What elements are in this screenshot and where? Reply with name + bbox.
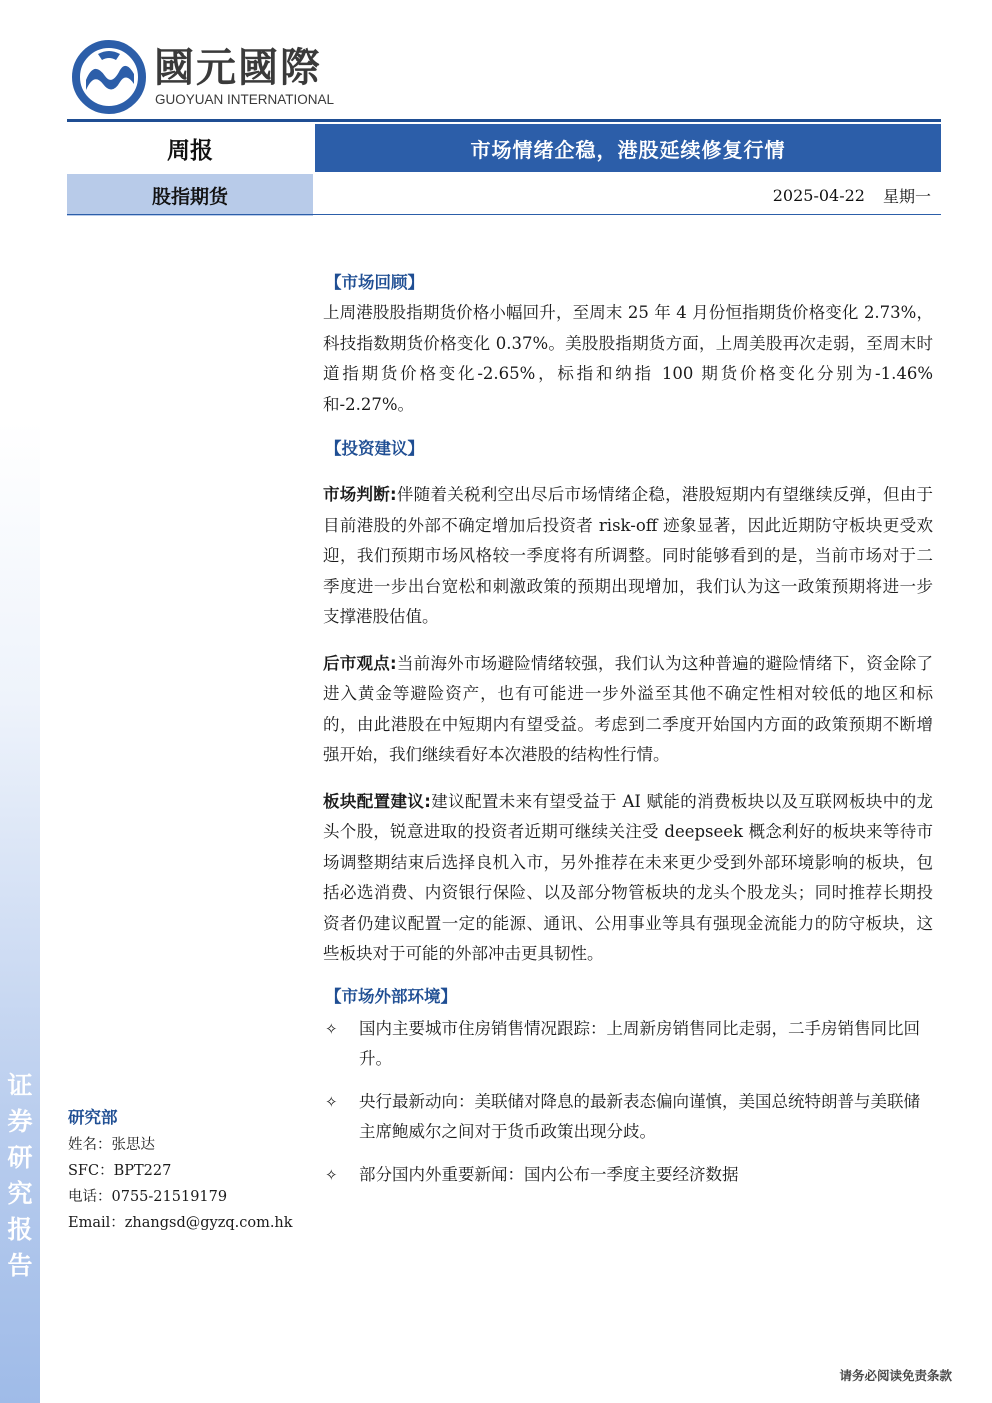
list-item (323, 1014, 933, 1075)
date-value: 2025-04-22 (772, 185, 865, 205)
diamond-bullet-icon: ✧ (325, 1165, 338, 1184)
logo-chinese-name: 國元國際 (154, 45, 322, 91)
list-item-text: 国内主要城市住房销售情况跟踪：上周新房销售同比走弱，二手房销售同比回升。 (359, 1018, 920, 1068)
side-char: 证 (7, 1071, 33, 1100)
report-body (323, 268, 933, 1202)
judgement-paragraph (323, 480, 933, 633)
report-category: 股指期货 (67, 174, 313, 216)
diamond-bullet-icon: ✧ (325, 1092, 338, 1111)
logo-icon (72, 40, 146, 114)
sector-text: 建议配置未来有望受益于 AI 赋能的消费板块以及互联网板块中的龙头个股，锐意进取的投资者近期可继续关注受 deepseek 概念利好的板块来等待市场调整期结束后选择良机入市，另外推荐在未来更少受到外部环境影响的板块，包括必选消费、内资银行保险、以及部分物管板块的龙头个股龙头；同时推荐长期投资者仍建议配置一定的能源、通讯、公用事业等具有强现金流能力的防守板块，这些板块对于可能的外部冲击更具韧性。 (323, 791, 933, 963)
side-vertical-label (4, 1068, 36, 1284)
side-char: 报 (7, 1215, 33, 1244)
report-headline: 市场情绪企稳，港股延续修复行情 (315, 124, 941, 172)
list-item (323, 1160, 933, 1191)
analyst-email[interactable]: Email：zhangsd@gyzq.com.hk (68, 1215, 293, 1231)
report-type: 周报 (167, 137, 213, 164)
section-title-advice: 【投资建议】 (325, 439, 424, 458)
section-title-external: 【市场外部环境】 (325, 986, 457, 1006)
header-top-rule (67, 119, 941, 122)
list-item (323, 1087, 933, 1148)
side-char: 券 (7, 1107, 33, 1136)
list-item-text: 央行最新动向：美联储对降息的最新表态偏向谨慎，美国总统特朗普与美联储主席鲍威尔之间对于货币政策出现分歧。 (359, 1091, 920, 1141)
external-list (323, 1014, 933, 1191)
sector-paragraph (323, 787, 933, 970)
judgement-text: 伴随着关税利空出尽后市场情绪企稳，港股短期内有望继续反弹，但由于目前港股的外部不确定增加后投资者 risk-off 迹象显著，因此近期防守板块更受欢迎，我们预期市场风格较一季度将有所调整。同时能够看到的是，当前市场对于二季度进一步出台宽松和刺激政策的预期出现增加，我们认为这一政策预期将进一步支撑港股估值。 (323, 485, 934, 626)
disclaimer-note: 请务必阅读免责条款 (839, 1368, 952, 1383)
section-title-review: 【市场回顾】 (325, 273, 424, 292)
side-char: 研 (7, 1143, 33, 1172)
outlook-label: 后市观点: (323, 653, 397, 673)
logo-english-name: GUOYUAN INTERNATIONAL (155, 92, 335, 107)
outlook-paragraph (323, 649, 933, 771)
analyst-sfc: SFC：BPT227 (68, 1163, 172, 1179)
report-date (315, 174, 941, 216)
research-dept-title: 研究部 (68, 1108, 118, 1127)
side-char: 告 (7, 1251, 33, 1280)
list-item-text: 部分国内外重要新闻：国内公布一季度主要经济数据 (359, 1164, 739, 1184)
review-paragraph: 上周港股股指期货价格小幅回升，至周末 25 年 4 月份恒指期货价格变化 2.73%，科技指数期货价格变化 0.37%。美股股指期货方面，上周美股再次走弱，至周末时道指期货价格变化-2.65%，标指和纳指 100 期货价格变化分别为-1.46%和-2.27%。 (323, 303, 933, 414)
side-char: 究 (7, 1179, 33, 1208)
weekday-value: 星期一 (882, 186, 931, 206)
analyst-name: 姓名：张思达 (68, 1137, 155, 1153)
analyst-phone: 电话：0755-21519179 (68, 1189, 228, 1205)
company-logo (72, 40, 352, 112)
research-contact (68, 1104, 298, 1236)
diamond-bullet-icon: ✧ (325, 1019, 338, 1038)
header-bottom-rule (67, 214, 941, 215)
sector-label: 板块配置建议: (323, 791, 431, 811)
outlook-text: 当前海外市场避险情绪较强，我们认为这种普遍的避险情绪下，资金除了进入黄金等避险资产，也有可能进一步外溢至其他不确定性相对较低的地区和标的，由此港股在中短期内有望受益。考虑到二季度开始国内方面的政策预期不断增强开始，我们继续看好本次港股的结构性行情。 (323, 653, 934, 764)
judgement-label: 市场判断: (323, 485, 397, 504)
